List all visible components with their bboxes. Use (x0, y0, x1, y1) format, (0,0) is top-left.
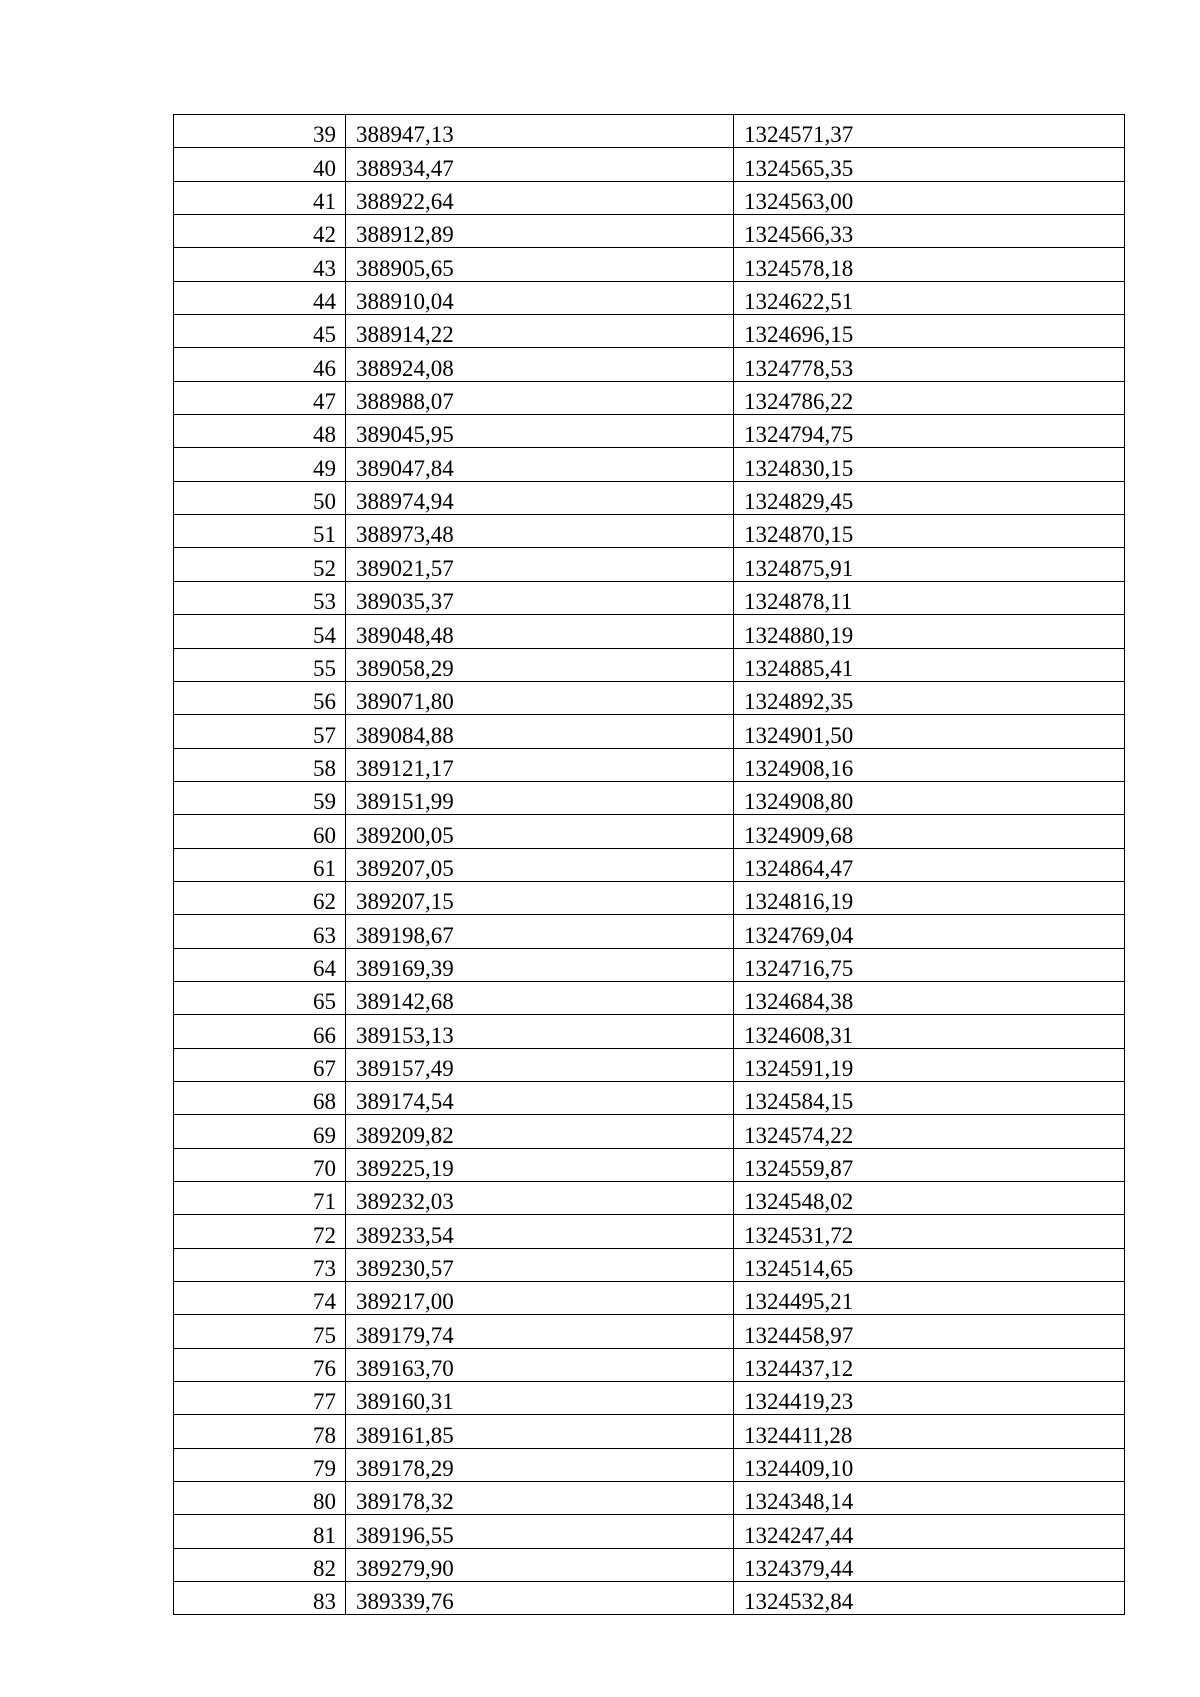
y-coordinate-cell: 1324584,15 (734, 1081, 1125, 1114)
y-coordinate-cell: 1324786,22 (734, 381, 1125, 414)
point-number-cell: 75 (174, 1315, 346, 1348)
point-number-cell: 39 (174, 115, 346, 148)
table-row (174, 1548, 1125, 1581)
x-coordinate-cell: 389142,68 (346, 981, 734, 1014)
point-number-cell: 58 (174, 748, 346, 781)
x-coordinate-cell: 389232,03 (346, 1182, 734, 1215)
point-number-cell: 49 (174, 448, 346, 481)
x-coordinate-cell: 389047,84 (346, 448, 734, 481)
y-coordinate-cell: 1324574,22 (734, 1115, 1125, 1148)
point-number-cell: 60 (174, 815, 346, 848)
table-row (174, 281, 1125, 314)
table-row (174, 1482, 1125, 1515)
table-row (174, 1315, 1125, 1348)
y-coordinate-cell: 1324892,35 (734, 681, 1125, 714)
x-coordinate-cell: 389196,55 (346, 1515, 734, 1548)
x-coordinate-cell: 389048,48 (346, 615, 734, 648)
table-row (174, 1182, 1125, 1215)
y-coordinate-cell: 1324379,44 (734, 1548, 1125, 1581)
x-coordinate-cell: 388914,22 (346, 315, 734, 348)
x-coordinate-cell: 389157,49 (346, 1048, 734, 1081)
point-number-cell: 57 (174, 715, 346, 748)
y-coordinate-cell: 1324769,04 (734, 915, 1125, 948)
x-coordinate-cell: 389178,29 (346, 1448, 734, 1481)
table-row (174, 681, 1125, 714)
y-coordinate-cell: 1324608,31 (734, 1015, 1125, 1048)
y-coordinate-cell: 1324716,75 (734, 948, 1125, 981)
table-row (174, 981, 1125, 1014)
coordinates-table (173, 114, 1125, 1615)
x-coordinate-cell: 389071,80 (346, 681, 734, 714)
x-coordinate-cell: 388974,94 (346, 481, 734, 514)
x-coordinate-cell: 388973,48 (346, 515, 734, 548)
y-coordinate-cell: 1324563,00 (734, 181, 1125, 214)
table-row (174, 548, 1125, 581)
y-coordinate-cell: 1324559,87 (734, 1148, 1125, 1181)
y-coordinate-cell: 1324864,47 (734, 848, 1125, 881)
x-coordinate-cell: 389279,90 (346, 1548, 734, 1581)
table-row (174, 415, 1125, 448)
table-row (174, 781, 1125, 814)
point-number-cell: 72 (174, 1215, 346, 1248)
table-row (174, 748, 1125, 781)
table-row (174, 615, 1125, 648)
x-coordinate-cell: 389163,70 (346, 1348, 734, 1381)
y-coordinate-cell: 1324565,35 (734, 148, 1125, 181)
y-coordinate-cell: 1324830,15 (734, 448, 1125, 481)
point-number-cell: 45 (174, 315, 346, 348)
x-coordinate-cell: 389153,13 (346, 1015, 734, 1048)
table-row (174, 315, 1125, 348)
table-row (174, 881, 1125, 914)
point-number-cell: 82 (174, 1548, 346, 1581)
x-coordinate-cell: 389151,99 (346, 781, 734, 814)
table-row (174, 1081, 1125, 1114)
table-row (174, 348, 1125, 381)
x-coordinate-cell: 389207,05 (346, 848, 734, 881)
table-row (174, 481, 1125, 514)
y-coordinate-cell: 1324348,14 (734, 1482, 1125, 1515)
y-coordinate-cell: 1324458,97 (734, 1315, 1125, 1348)
table-row (174, 648, 1125, 681)
y-coordinate-cell: 1324885,41 (734, 648, 1125, 681)
table-row (174, 1282, 1125, 1315)
x-coordinate-cell: 389084,88 (346, 715, 734, 748)
point-number-cell: 63 (174, 915, 346, 948)
y-coordinate-cell: 1324578,18 (734, 248, 1125, 281)
point-number-cell: 55 (174, 648, 346, 681)
y-coordinate-cell: 1324548,02 (734, 1182, 1125, 1215)
y-coordinate-cell: 1324532,84 (734, 1582, 1125, 1615)
x-coordinate-cell: 388947,13 (346, 115, 734, 148)
point-number-cell: 67 (174, 1048, 346, 1081)
point-number-cell: 83 (174, 1582, 346, 1615)
y-coordinate-cell: 1324419,23 (734, 1382, 1125, 1415)
point-number-cell: 78 (174, 1415, 346, 1448)
point-number-cell: 68 (174, 1081, 346, 1114)
x-coordinate-cell: 389233,54 (346, 1215, 734, 1248)
point-number-cell: 59 (174, 781, 346, 814)
table-row (174, 448, 1125, 481)
point-number-cell: 77 (174, 1382, 346, 1415)
table-row (174, 848, 1125, 881)
y-coordinate-cell: 1324571,37 (734, 115, 1125, 148)
table-row (174, 715, 1125, 748)
x-coordinate-cell: 389160,31 (346, 1382, 734, 1415)
table-row (174, 1415, 1125, 1448)
point-number-cell: 80 (174, 1482, 346, 1515)
table-row (174, 215, 1125, 248)
table-row (174, 1582, 1125, 1615)
x-coordinate-cell: 389058,29 (346, 648, 734, 681)
y-coordinate-cell: 1324909,68 (734, 815, 1125, 848)
y-coordinate-cell: 1324684,38 (734, 981, 1125, 1014)
point-number-cell: 43 (174, 248, 346, 281)
y-coordinate-cell: 1324247,44 (734, 1515, 1125, 1548)
x-coordinate-cell: 389209,82 (346, 1115, 734, 1148)
y-coordinate-cell: 1324514,65 (734, 1248, 1125, 1281)
table-row (174, 248, 1125, 281)
y-coordinate-cell: 1324531,72 (734, 1215, 1125, 1248)
table-row (174, 581, 1125, 614)
point-number-cell: 66 (174, 1015, 346, 1048)
point-number-cell: 42 (174, 215, 346, 248)
x-coordinate-cell: 389021,57 (346, 548, 734, 581)
x-coordinate-cell: 389207,15 (346, 881, 734, 914)
point-number-cell: 79 (174, 1448, 346, 1481)
x-coordinate-cell: 389217,00 (346, 1282, 734, 1315)
x-coordinate-cell: 388988,07 (346, 381, 734, 414)
y-coordinate-cell: 1324908,80 (734, 781, 1125, 814)
x-coordinate-cell: 389178,32 (346, 1482, 734, 1515)
point-number-cell: 51 (174, 515, 346, 548)
point-number-cell: 76 (174, 1348, 346, 1381)
table-row (174, 948, 1125, 981)
point-number-cell: 46 (174, 348, 346, 381)
y-coordinate-cell: 1324816,19 (734, 881, 1125, 914)
table-row (174, 1015, 1125, 1048)
point-number-cell: 40 (174, 148, 346, 181)
table-row (174, 815, 1125, 848)
y-coordinate-cell: 1324411,28 (734, 1415, 1125, 1448)
y-coordinate-cell: 1324778,53 (734, 348, 1125, 381)
y-coordinate-cell: 1324870,15 (734, 515, 1125, 548)
x-coordinate-cell: 389169,39 (346, 948, 734, 981)
point-number-cell: 48 (174, 415, 346, 448)
x-coordinate-cell: 388922,64 (346, 181, 734, 214)
table-row (174, 148, 1125, 181)
coordinates-table-body (174, 115, 1125, 1615)
y-coordinate-cell: 1324409,10 (734, 1448, 1125, 1481)
point-number-cell: 69 (174, 1115, 346, 1148)
table-row (174, 915, 1125, 948)
point-number-cell: 65 (174, 981, 346, 1014)
y-coordinate-cell: 1324794,75 (734, 415, 1125, 448)
y-coordinate-cell: 1324566,33 (734, 215, 1125, 248)
point-number-cell: 44 (174, 281, 346, 314)
point-number-cell: 52 (174, 548, 346, 581)
point-number-cell: 53 (174, 581, 346, 614)
x-coordinate-cell: 389179,74 (346, 1315, 734, 1348)
x-coordinate-cell: 388934,47 (346, 148, 734, 181)
table-row (174, 1515, 1125, 1548)
point-number-cell: 41 (174, 181, 346, 214)
x-coordinate-cell: 389200,05 (346, 815, 734, 848)
table-row (174, 381, 1125, 414)
y-coordinate-cell: 1324622,51 (734, 281, 1125, 314)
y-coordinate-cell: 1324878,11 (734, 581, 1125, 614)
x-coordinate-cell: 389230,57 (346, 1248, 734, 1281)
point-number-cell: 47 (174, 381, 346, 414)
point-number-cell: 73 (174, 1248, 346, 1281)
point-number-cell: 74 (174, 1282, 346, 1315)
x-coordinate-cell: 389174,54 (346, 1081, 734, 1114)
y-coordinate-cell: 1324696,15 (734, 315, 1125, 348)
point-number-cell: 61 (174, 848, 346, 881)
table-row (174, 1448, 1125, 1481)
y-coordinate-cell: 1324495,21 (734, 1282, 1125, 1315)
point-number-cell: 71 (174, 1182, 346, 1215)
x-coordinate-cell: 388905,65 (346, 248, 734, 281)
table-row (174, 181, 1125, 214)
x-coordinate-cell: 389198,67 (346, 915, 734, 948)
y-coordinate-cell: 1324875,91 (734, 548, 1125, 581)
table-row (174, 1215, 1125, 1248)
y-coordinate-cell: 1324901,50 (734, 715, 1125, 748)
y-coordinate-cell: 1324829,45 (734, 481, 1125, 514)
x-coordinate-cell: 389339,76 (346, 1582, 734, 1615)
x-coordinate-cell: 389035,37 (346, 581, 734, 614)
table-row (174, 115, 1125, 148)
point-number-cell: 64 (174, 948, 346, 981)
x-coordinate-cell: 389161,85 (346, 1415, 734, 1448)
point-number-cell: 81 (174, 1515, 346, 1548)
table-row (174, 1348, 1125, 1381)
x-coordinate-cell: 388912,89 (346, 215, 734, 248)
table-row (174, 1115, 1125, 1148)
x-coordinate-cell: 388924,08 (346, 348, 734, 381)
x-coordinate-cell: 388910,04 (346, 281, 734, 314)
point-number-cell: 54 (174, 615, 346, 648)
y-coordinate-cell: 1324591,19 (734, 1048, 1125, 1081)
point-number-cell: 50 (174, 481, 346, 514)
point-number-cell: 62 (174, 881, 346, 914)
table-row (174, 1382, 1125, 1415)
y-coordinate-cell: 1324908,16 (734, 748, 1125, 781)
x-coordinate-cell: 389121,17 (346, 748, 734, 781)
y-coordinate-cell: 1324880,19 (734, 615, 1125, 648)
x-coordinate-cell: 389225,19 (346, 1148, 734, 1181)
x-coordinate-cell: 389045,95 (346, 415, 734, 448)
table-row (174, 1148, 1125, 1181)
table-row (174, 515, 1125, 548)
point-number-cell: 70 (174, 1148, 346, 1181)
y-coordinate-cell: 1324437,12 (734, 1348, 1125, 1381)
table-row (174, 1048, 1125, 1081)
point-number-cell: 56 (174, 681, 346, 714)
table-row (174, 1248, 1125, 1281)
